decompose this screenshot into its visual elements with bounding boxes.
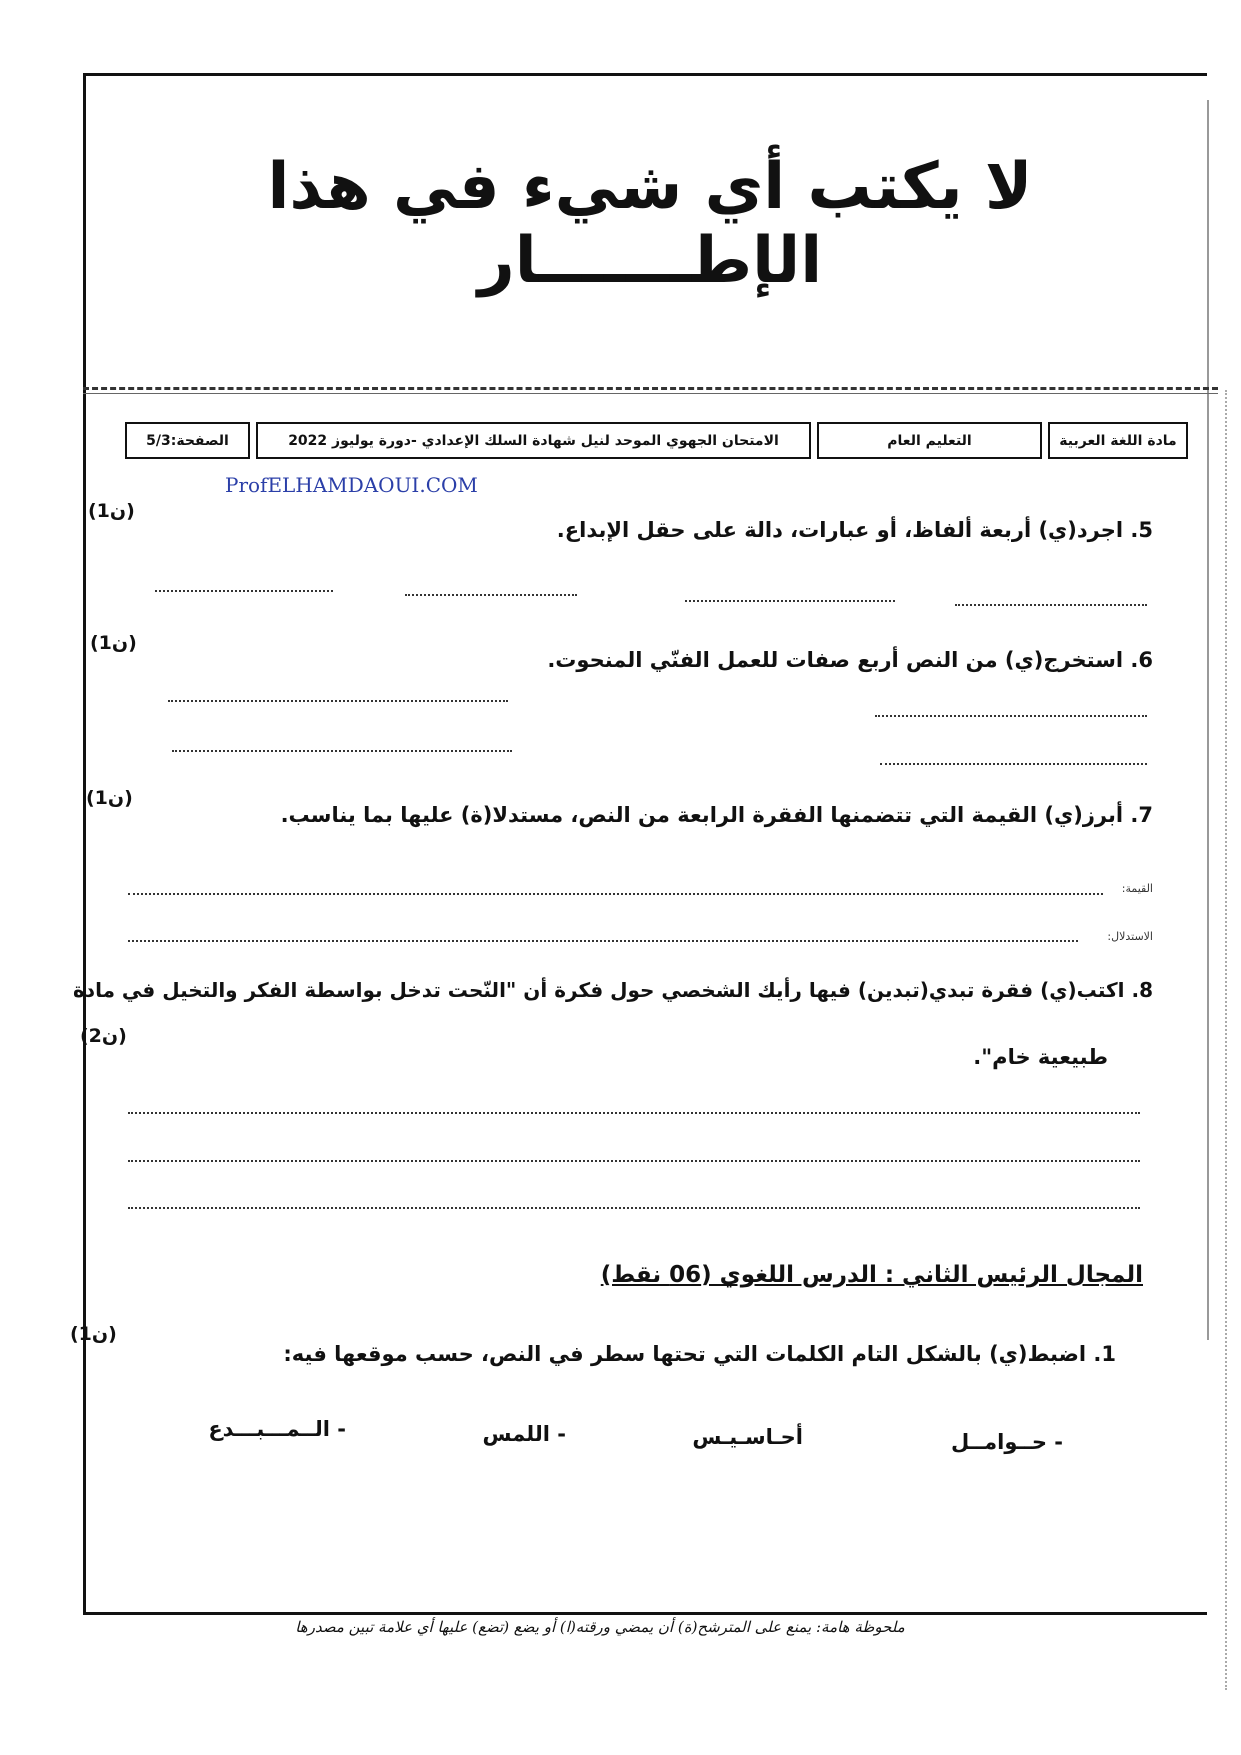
question-7-points: (1ن) <box>86 787 133 809</box>
word-3: - اللمس <box>482 1422 566 1446</box>
watermark: ProfELHAMDAOUI.COM <box>225 473 478 497</box>
question-5: 5. اجرد(ي) أربعة ألفاظ، أو عبارات، دالة على حقل الإبداع. <box>556 518 1153 542</box>
exam-header <box>113 422 1188 459</box>
answer-line[interactable] <box>128 1112 1140 1114</box>
answer-line[interactable] <box>405 594 577 596</box>
page-frame <box>83 73 1207 1615</box>
answer-line[interactable] <box>685 600 895 602</box>
question-6: 6. استخرج(ي) من النص أربع صفات للعمل الفنّي المنحوت. <box>547 648 1153 672</box>
proof-label: الاستدلال: <box>1107 930 1153 943</box>
header-page: الصفحة:5/3 <box>125 422 250 459</box>
footnote: ملحوظة هامة: يمنع على المترشح(ة) أن يمضي ورقته(ا) أو يضع (تضع) عليها أي علامة تبين مصدرها <box>295 1618 905 1636</box>
answer-line[interactable] <box>880 763 1147 765</box>
answer-line[interactable] <box>155 590 333 592</box>
answer-line[interactable] <box>128 1207 1140 1209</box>
do-not-write-warning: لا يكتب أي شيء في هذا الإطـــــــار <box>267 150 1033 298</box>
value-label: القيمة: <box>1121 882 1153 895</box>
lang-question-1: 1. اضبط(ي) بالشكل التام الكلمات التي تحتها سطر في النص، حسب موقعها فيه: <box>283 1342 1116 1366</box>
word-4: - الــمـــبـــدع <box>208 1417 346 1441</box>
header-exam: الامتحان الجهوي الموحد لنيل شهادة السلك الإعدادي -دورة يوليوز 2022 <box>256 422 811 459</box>
question-5-points: (1ن) <box>88 500 135 522</box>
cut-line-thin <box>83 393 1218 394</box>
section-title: المجال الرئيس الثاني : الدرس اللغوي (06 نقط) <box>600 1262 1143 1288</box>
question-7: 7. أبرز(ي) القيمة التي تتضمنها الفقرة الرابعة من النص، مستدلا(ة) عليها بما يناسب. <box>280 803 1153 827</box>
header-track: التعليم العام <box>817 422 1042 459</box>
word-2: أحـاسـيـس <box>692 1425 803 1449</box>
question-6-points: (1ن) <box>90 632 137 654</box>
answer-line[interactable] <box>128 1160 1140 1162</box>
question-8: 8. اكتب(ي) فقرة تبدي(تبدين) فيها رأيك الشخصي حول فكرة أن "النّحت تدخل بواسطة الفكر والتخيل في مادة <box>73 978 1153 1002</box>
header-subject: مادة اللغة العربية <box>1048 422 1188 459</box>
answer-line[interactable] <box>168 700 508 702</box>
margin-dots <box>1225 390 1227 1690</box>
question-8-cont: طبيعية خام". <box>973 1045 1108 1069</box>
cut-line <box>83 387 1218 390</box>
answer-line[interactable] <box>128 940 1078 942</box>
answer-line[interactable] <box>955 604 1147 606</box>
question-8-points: (2ن) <box>80 1025 127 1047</box>
answer-line[interactable] <box>172 750 512 752</box>
right-border <box>1207 100 1209 1340</box>
lang-question-1-points: (1ن) <box>70 1323 117 1345</box>
answer-line[interactable] <box>128 893 1103 895</box>
word-1: - حــوامــل <box>951 1430 1063 1454</box>
answer-line[interactable] <box>875 715 1147 717</box>
